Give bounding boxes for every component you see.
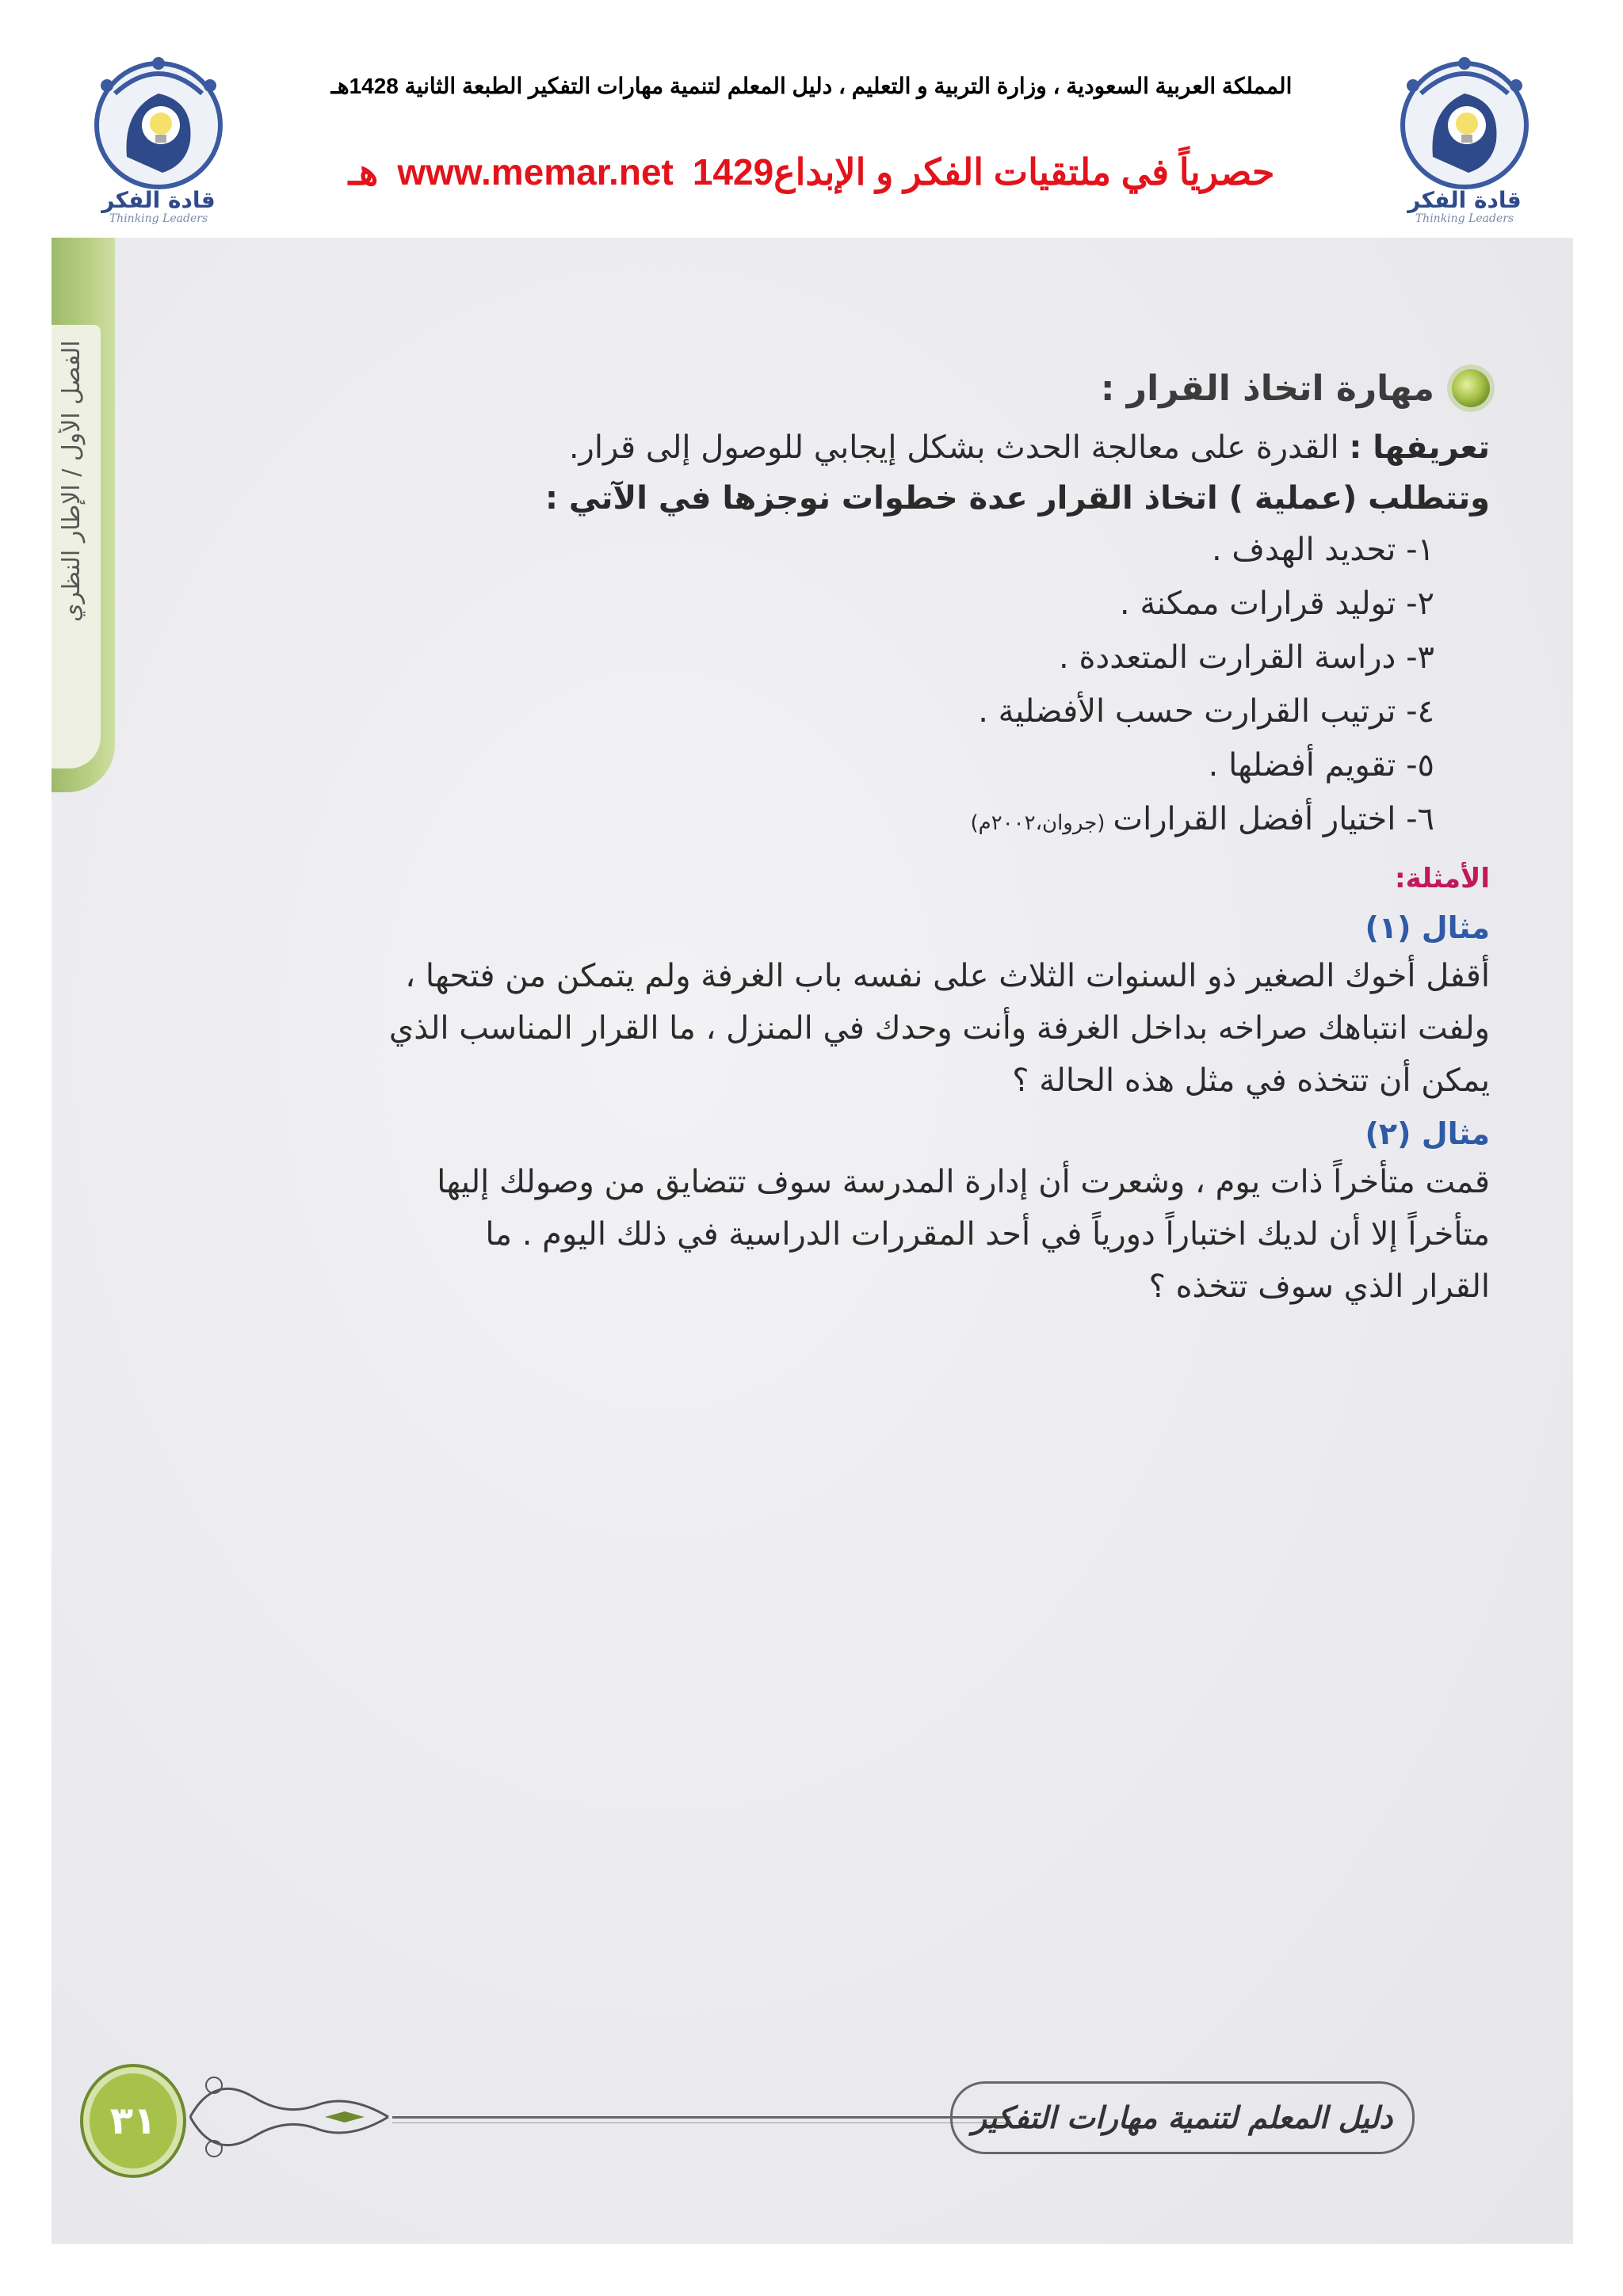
step-item: ٣- دراسة القرارت المتعددة . (1059, 639, 1434, 676)
example-2-line: قمت متأخراً ذات يوم ، وشعرت أن إدارة المدرسة سوف تتضايق من وصولك إليها (437, 1164, 1490, 1200)
logo-subtext: Thinking Leaders (1415, 212, 1514, 225)
page-content (143, 357, 1490, 1313)
step-6-citation: (جروان،٢٠٠٢م) (970, 811, 1106, 835)
page-footer (52, 2050, 1573, 2184)
section-title (143, 357, 1490, 420)
steps-list (143, 523, 1490, 850)
example-1-line: يمكن أن تتخذه في مثل هذه الحالة ؟ (1012, 1062, 1490, 1099)
scanned-page (52, 238, 1573, 2244)
step-item-last (143, 792, 1434, 850)
thinking-leaders-logo-icon (75, 46, 242, 196)
header-year: 1429هـ (348, 151, 774, 193)
section-title-text: مهارة اتخاذ القرار : (1100, 368, 1434, 409)
footer-book-title: دليل المعلم لتنمية مهارات التفكير (950, 2081, 1415, 2154)
example-2-line: القرار الذي سوف تتخذه ؟ (1148, 1268, 1490, 1305)
ornament-flourish-icon (182, 2058, 396, 2176)
logo-text: قادة الفكر (101, 187, 216, 213)
chapter-side-tab-text: الفصل الأول / الإطار النظري (58, 341, 86, 623)
footer-rule (392, 2116, 1010, 2119)
page-number-badge: ٣١ (83, 2067, 183, 2175)
logo-text: قادة الفكر (1407, 187, 1522, 213)
header-ministry-line: المملكة العربية السعودية ، وزارة التربية و التعليم ، دليل المعلم لتنمية مهارات التفكير الطبعة الثانية 1428هـ (330, 74, 1293, 98)
example-1-title: مثال (١) (1365, 910, 1490, 945)
example-1-line: ولفت انتباهك صراخه بداخل الغرفة وأنت وحدك في المنزل ، ما القرار المناسب الذي (388, 1010, 1490, 1047)
step-item: ٢- توليد قرارات ممكنة . (1119, 585, 1434, 622)
chapter-side-tab (52, 238, 115, 792)
steps-intro: وتتطلب (عملية ) اتخاذ القرار عدة خطوات نوجزها في الآتي : (545, 480, 1490, 517)
logo-left (75, 46, 242, 228)
example-2-title: مثال (٢) (1365, 1116, 1490, 1151)
step-item: ٤- ترتيب القرارت حسب الأفضلية . (978, 693, 1434, 730)
header-url-link[interactable]: www.memar.net (397, 151, 674, 193)
definition (143, 423, 1490, 472)
footer-rule-thin (392, 2122, 1010, 2123)
step-item: ١- تحديد الهدف . (1211, 532, 1434, 568)
definition-label: تعريفها : (1349, 429, 1490, 466)
thinking-leaders-logo-icon (1381, 46, 1548, 196)
example-1-line: أقفل أخوك الصغير ذو السنوات الثلاث على نفسه باب الغرفة ولم يتمكن من فتحها ، (405, 958, 1490, 994)
example-2-line: متأخراً إلا أن لديك اختباراً دورياً في أحد المقررات الدراسية في ذلك اليوم . ما (485, 1216, 1490, 1253)
logo-right (1381, 46, 1548, 228)
logo-subtext: Thinking Leaders (109, 212, 208, 225)
definition-text: القدرة على معالجة الحدث بشكل إيجابي للوصول إلى قرار. (568, 429, 1350, 466)
header-exclusive-line (238, 151, 1385, 193)
green-bullet-icon (1452, 369, 1490, 407)
examples-label: الأمثلة: (1395, 863, 1490, 894)
header-exclusive-text: حصرياً في ملتقيات الفكر و الإبداع (773, 151, 1275, 193)
step-6-text: ٦- اختيار أفضل القرارات (1113, 801, 1434, 837)
step-item: ٥- تقويم أفضلها . (1208, 747, 1434, 784)
